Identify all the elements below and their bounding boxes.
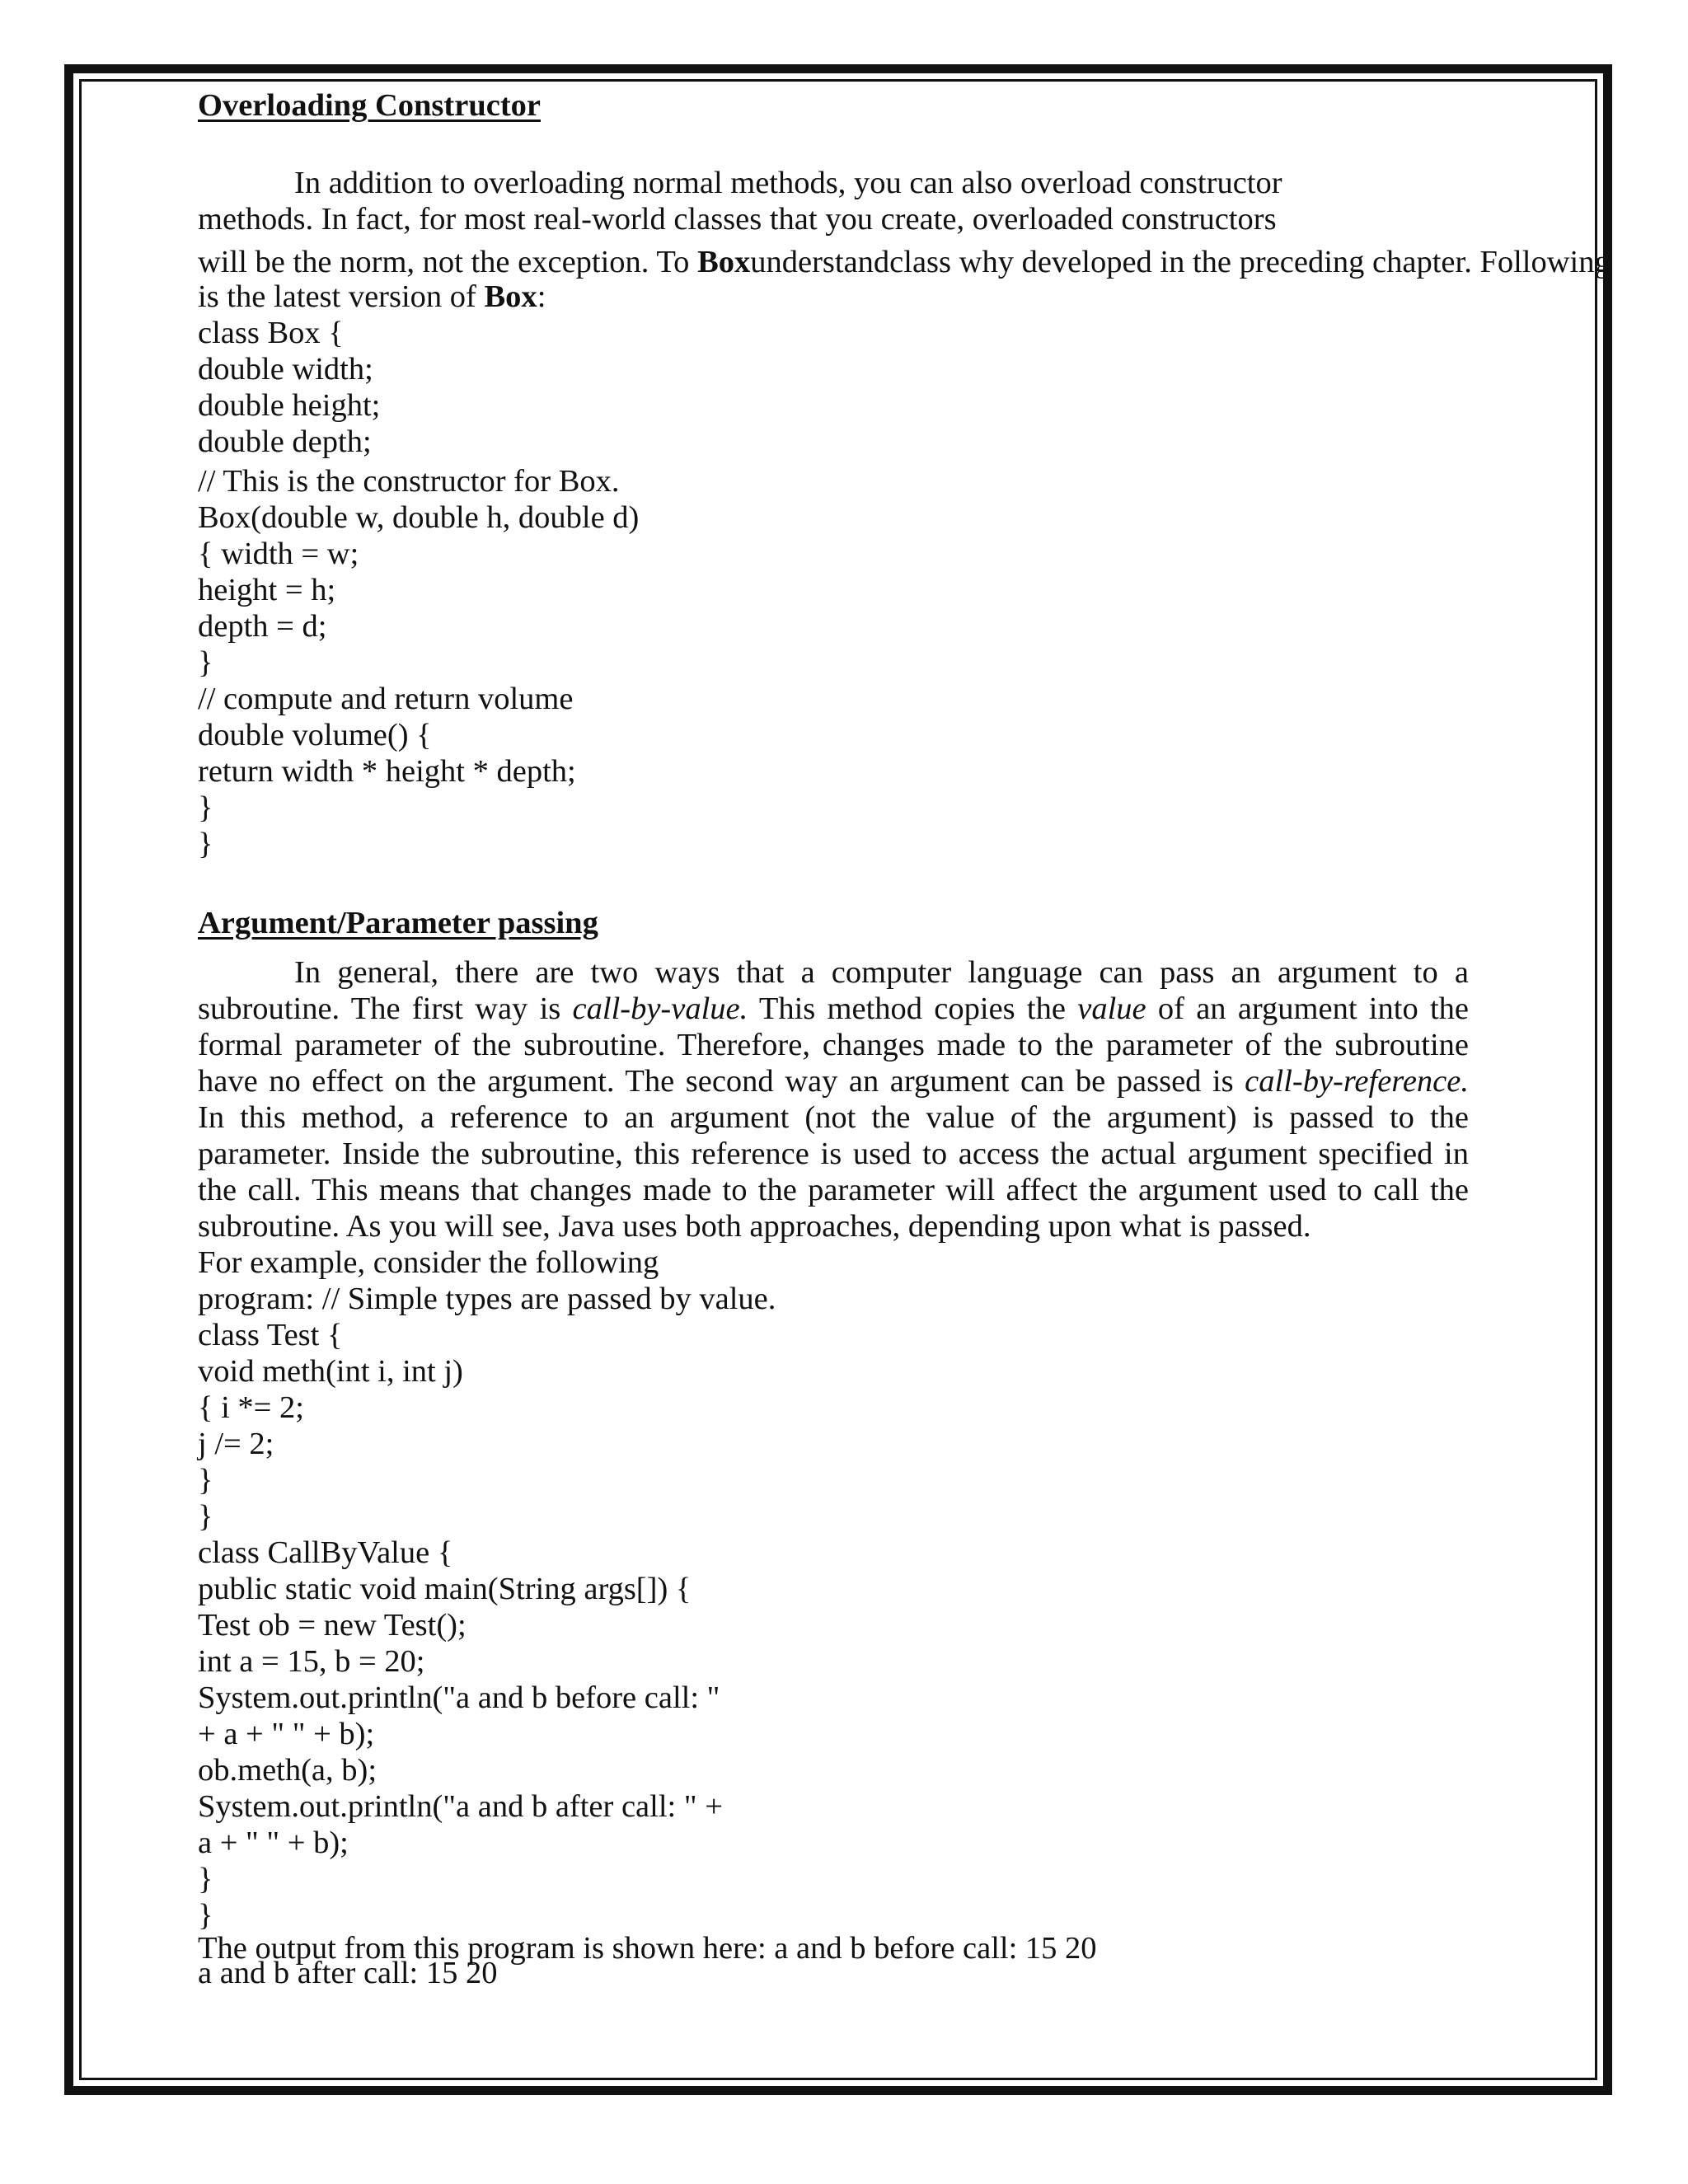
code-line: System.out.println("a and b after call: " + [198, 1789, 723, 1824]
code-line: + a + " " + b); [198, 1717, 375, 1751]
text-run: : [537, 279, 546, 314]
text-run: will be the norm, not the exception. To [198, 245, 698, 279]
text-run: have no effect on the argument. The second way an argument can be passed is [198, 1064, 1245, 1099]
code-line: // compute and return volume [198, 682, 574, 716]
code-line: For example, consider the following [198, 1245, 659, 1280]
paragraph-line: the call. This means that changes made to the parameter will affect the argument used to call the [198, 1173, 1469, 1207]
paragraph-line: formal parameter of the subroutine. Therefore, changes made to the parameter of the subroutine [198, 1028, 1469, 1062]
paragraph-line: In addition to overloading normal methods, you can also overload constructor [294, 166, 1282, 200]
paragraph-line: methods. In fact, for most real-world classes that you create, overloaded constructors [198, 202, 1277, 237]
paragraph-line: subroutine. As you will see, Java uses both approaches, depending upon what is passed. [198, 1209, 1311, 1244]
paragraph-line: In this method, a reference to an argument (not the value of the argument) is passed to the [198, 1100, 1469, 1135]
code-line: } [198, 1862, 213, 1896]
paragraph-line [198, 1063, 1469, 1099]
paragraph-line: parameter. Inside the subroutine, this reference is used to access the actual argument specified in [198, 1137, 1469, 1171]
output-line: The output from this program is shown here: a and b before call: 15 20 [198, 1931, 1097, 1966]
text-run: This method copies the [748, 991, 1078, 1026]
section-heading: Argument/Parameter passing [198, 906, 598, 940]
code-line: } [198, 1898, 213, 1933]
code-line: a + " " + b); [198, 1825, 349, 1860]
code-line: } [198, 790, 213, 825]
code-line: { width = w; [198, 537, 359, 571]
text-run-bold: Box [697, 245, 751, 279]
code-line: void meth(int i, int j) [198, 1354, 463, 1389]
text-run-italic: value [1077, 991, 1146, 1026]
code-line: return width * height * depth; [198, 754, 576, 789]
code-line: class CallByValue { [198, 1535, 453, 1570]
section-overloading-constructor [198, 87, 541, 124]
argument-paragraph [198, 954, 1469, 1244]
code-block-box [198, 315, 639, 862]
code-line: System.out.println("a and b before call: " [198, 1680, 720, 1715]
text-run: subroutine. The first way is [198, 991, 573, 1026]
code-line: } [198, 1463, 213, 1497]
code-line: } [198, 645, 213, 680]
code-line: class Test { [198, 1318, 343, 1352]
code-line: int a = 15, b = 20; [198, 1644, 425, 1679]
output-line: a and b after call: 15 20 [198, 1956, 498, 1990]
code-line: } [198, 1499, 213, 1534]
code-line: } [198, 827, 213, 861]
section-argument-passing [198, 905, 598, 941]
intro-paragraph [198, 165, 1681, 237]
section-heading: Overloading Constructor [198, 88, 541, 123]
text-run-bold: Box [484, 279, 537, 314]
text-run-italic: call-by-value. [572, 991, 748, 1026]
intro-paragraph-cont [198, 244, 1681, 315]
text-run-italic: call-by-reference. [1245, 1064, 1469, 1099]
code-line: double depth; [198, 424, 372, 459]
code-line: class Box { [198, 316, 344, 350]
code-line: { i *= 2; [198, 1390, 304, 1425]
code-block-callbyvalue [198, 1244, 776, 1933]
paragraph-line: In general, there are two ways that a computer language can pass an argument to a [294, 955, 1469, 990]
paragraph-line [198, 244, 1681, 280]
code-line: Box(double w, double h, double d) [198, 500, 640, 535]
paragraph-line [198, 279, 1681, 315]
code-line: double width; [198, 352, 373, 387]
text-run: is the latest version of [198, 279, 485, 314]
code-line: double height; [198, 388, 381, 423]
code-line: ob.meth(a, b); [198, 1753, 377, 1788]
text-run: understandclass why developed in the preceding chapter. Following [750, 245, 1611, 279]
code-line: public static void main(String args[]) { [198, 1572, 692, 1606]
code-line: j /= 2; [198, 1427, 274, 1461]
code-line: // This is the constructor for Box. [198, 464, 620, 499]
code-line: double volume() { [198, 718, 432, 752]
code-line: Test ob = new Test(); [198, 1608, 467, 1643]
code-line: depth = d; [198, 609, 327, 644]
program-output [198, 1931, 1097, 1995]
code-line: height = h; [198, 573, 336, 607]
paragraph-line [198, 991, 1469, 1027]
code-line: program: // Simple types are passed by value. [198, 1282, 776, 1316]
text-run: of an argument into the [1146, 991, 1470, 1026]
